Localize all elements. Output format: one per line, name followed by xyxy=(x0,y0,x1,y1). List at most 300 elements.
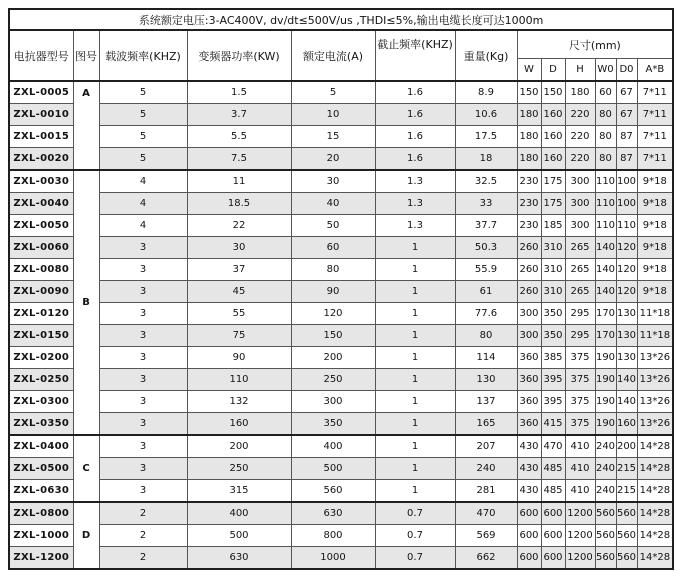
cell-dim-w0: 110 xyxy=(595,170,616,193)
cell-cutoff-freq: 1 xyxy=(375,237,455,259)
cell-cutoff-freq: 1 xyxy=(375,391,455,413)
table-header xyxy=(9,9,673,81)
cell-rated-current: 60 xyxy=(291,237,375,259)
cell-cutoff-freq: 1 xyxy=(375,325,455,347)
cell-weight: 165 xyxy=(455,413,517,436)
cell-dim-ab: 11*18 xyxy=(637,325,673,347)
cell-carrier-freq: 3 xyxy=(99,281,187,303)
table-body xyxy=(9,81,673,569)
cell-carrier-freq: 5 xyxy=(99,126,187,148)
cell-model: ZXL-0120 xyxy=(9,303,73,325)
cell-carrier-freq: 3 xyxy=(99,347,187,369)
col-header-dim-w0: W0 xyxy=(595,59,616,82)
cell-dim-h: 375 xyxy=(565,391,595,413)
cell-dim-d0: 215 xyxy=(616,458,637,480)
table-row xyxy=(9,193,673,215)
cell-dim-d0: 67 xyxy=(616,81,637,104)
table-row xyxy=(9,413,673,436)
cell-dim-h: 375 xyxy=(565,413,595,436)
cell-cutoff-freq: 0.7 xyxy=(375,547,455,570)
cell-dim-d: 175 xyxy=(541,170,565,193)
cell-inverter-power: 1.5 xyxy=(187,81,291,104)
cell-inverter-power: 30 xyxy=(187,237,291,259)
cell-model: ZXL-0350 xyxy=(9,413,73,436)
cell-figure: D xyxy=(73,502,99,569)
cell-dim-h: 265 xyxy=(565,237,595,259)
cell-cutoff-freq: 1 xyxy=(375,259,455,281)
cell-dim-h: 220 xyxy=(565,126,595,148)
cell-weight: 569 xyxy=(455,525,517,547)
cell-inverter-power: 90 xyxy=(187,347,291,369)
cell-figure: B xyxy=(73,170,99,435)
cell-dim-w0: 190 xyxy=(595,413,616,436)
col-header-weight: 重量(Kg) xyxy=(455,30,517,81)
cell-rated-current: 150 xyxy=(291,325,375,347)
cell-weight: 470 xyxy=(455,502,517,525)
table-row xyxy=(9,81,673,104)
cell-weight: 137 xyxy=(455,391,517,413)
cell-model: ZXL-0800 xyxy=(9,502,73,525)
cell-dim-w: 360 xyxy=(517,369,541,391)
cell-dim-ab: 14*28 xyxy=(637,502,673,525)
cell-dim-w0: 240 xyxy=(595,435,616,458)
cell-dim-ab: 7*11 xyxy=(637,148,673,171)
cell-model: ZXL-0630 xyxy=(9,480,73,503)
cell-rated-current: 250 xyxy=(291,369,375,391)
cell-dim-w0: 190 xyxy=(595,369,616,391)
cell-dim-ab: 13*26 xyxy=(637,391,673,413)
cell-carrier-freq: 3 xyxy=(99,413,187,436)
cell-carrier-freq: 3 xyxy=(99,303,187,325)
cell-model: ZXL-0090 xyxy=(9,281,73,303)
cell-carrier-freq: 2 xyxy=(99,547,187,570)
cell-dim-w: 180 xyxy=(517,104,541,126)
cell-dim-d0: 140 xyxy=(616,391,637,413)
cell-dim-w: 360 xyxy=(517,413,541,436)
cell-carrier-freq: 5 xyxy=(99,104,187,126)
cell-dim-d: 395 xyxy=(541,369,565,391)
cell-dim-w0: 240 xyxy=(595,458,616,480)
cell-model: ZXL-0150 xyxy=(9,325,73,347)
cell-rated-current: 800 xyxy=(291,525,375,547)
col-header-dim-h: H xyxy=(565,59,595,82)
cell-dim-ab: 14*28 xyxy=(637,547,673,570)
cell-cutoff-freq: 1.6 xyxy=(375,81,455,104)
cell-dim-h: 295 xyxy=(565,303,595,325)
cell-dim-h: 295 xyxy=(565,325,595,347)
cell-dim-w: 300 xyxy=(517,325,541,347)
cell-rated-current: 30 xyxy=(291,170,375,193)
cell-dim-d: 160 xyxy=(541,104,565,126)
col-header-rated-current: 额定电流(A) xyxy=(291,30,375,81)
cell-weight: 114 xyxy=(455,347,517,369)
col-header-inverter-power: 变频器功率(KW) xyxy=(187,30,291,81)
cell-cutoff-freq: 1 xyxy=(375,281,455,303)
cell-dim-w0: 140 xyxy=(595,237,616,259)
cell-dim-ab: 14*28 xyxy=(637,435,673,458)
cell-carrier-freq: 3 xyxy=(99,369,187,391)
cell-dim-w0: 560 xyxy=(595,502,616,525)
col-header-dimensions: 尺寸(mm) xyxy=(517,30,673,59)
cell-cutoff-freq: 1 xyxy=(375,458,455,480)
cell-weight: 32.5 xyxy=(455,170,517,193)
cell-dim-w: 260 xyxy=(517,237,541,259)
cell-dim-d0: 160 xyxy=(616,413,637,436)
table-row xyxy=(9,458,673,480)
cell-rated-current: 5 xyxy=(291,81,375,104)
cell-dim-d0: 200 xyxy=(616,435,637,458)
cell-cutoff-freq: 1.6 xyxy=(375,148,455,171)
table-title: 系统额定电压:3-AC400V, dv/dt≤500V/us ,THDI≤5%,输出电缆长度可达1000m xyxy=(9,9,673,30)
cell-rated-current: 500 xyxy=(291,458,375,480)
cell-dim-d: 600 xyxy=(541,502,565,525)
col-header-carrier-freq: 载波频率(KHZ) xyxy=(99,30,187,81)
cell-dim-w0: 170 xyxy=(595,325,616,347)
cell-dim-ab: 9*18 xyxy=(637,259,673,281)
cell-model: ZXL-0010 xyxy=(9,104,73,126)
cell-cutoff-freq: 1 xyxy=(375,480,455,503)
cell-inverter-power: 110 xyxy=(187,369,291,391)
cell-rated-current: 15 xyxy=(291,126,375,148)
cell-dim-ab: 9*18 xyxy=(637,281,673,303)
cell-rated-current: 560 xyxy=(291,480,375,503)
table-row xyxy=(9,104,673,126)
cell-carrier-freq: 4 xyxy=(99,193,187,215)
cell-dim-ab: 14*28 xyxy=(637,458,673,480)
cell-dim-d0: 67 xyxy=(616,104,637,126)
cell-cutoff-freq: 1.3 xyxy=(375,215,455,237)
cell-dim-w0: 80 xyxy=(595,148,616,171)
cell-model: ZXL-0400 xyxy=(9,435,73,458)
cell-dim-w0: 60 xyxy=(595,81,616,104)
cell-dim-w0: 140 xyxy=(595,259,616,281)
cell-weight: 662 xyxy=(455,547,517,570)
cell-dim-w: 230 xyxy=(517,215,541,237)
cell-model: ZXL-1200 xyxy=(9,547,73,570)
table-row xyxy=(9,502,673,525)
cell-weight: 130 xyxy=(455,369,517,391)
cell-dim-h: 375 xyxy=(565,347,595,369)
cell-carrier-freq: 3 xyxy=(99,325,187,347)
table-row xyxy=(9,435,673,458)
table-row xyxy=(9,303,673,325)
cell-rated-current: 80 xyxy=(291,259,375,281)
cell-rated-current: 300 xyxy=(291,391,375,413)
cell-model: ZXL-0080 xyxy=(9,259,73,281)
cell-rated-current: 90 xyxy=(291,281,375,303)
cell-model: ZXL-0300 xyxy=(9,391,73,413)
spec-table xyxy=(8,8,674,570)
cell-inverter-power: 160 xyxy=(187,413,291,436)
cell-dim-h: 1200 xyxy=(565,502,595,525)
cell-dim-h: 1200 xyxy=(565,525,595,547)
cell-dim-d: 310 xyxy=(541,259,565,281)
cell-dim-d: 160 xyxy=(541,148,565,171)
cell-inverter-power: 200 xyxy=(187,435,291,458)
cell-dim-ab: 13*26 xyxy=(637,347,673,369)
table-row xyxy=(9,480,673,503)
cell-rated-current: 120 xyxy=(291,303,375,325)
cell-dim-w0: 560 xyxy=(595,525,616,547)
table-row xyxy=(9,148,673,171)
cell-dim-h: 300 xyxy=(565,170,595,193)
cell-carrier-freq: 2 xyxy=(99,502,187,525)
cell-dim-ab: 7*11 xyxy=(637,126,673,148)
table-row xyxy=(9,525,673,547)
cell-dim-w: 300 xyxy=(517,303,541,325)
cell-dim-ab: 13*26 xyxy=(637,369,673,391)
cell-dim-w: 180 xyxy=(517,148,541,171)
cell-dim-ab: 7*11 xyxy=(637,81,673,104)
cell-dim-d: 160 xyxy=(541,126,565,148)
cell-weight: 207 xyxy=(455,435,517,458)
cell-inverter-power: 11 xyxy=(187,170,291,193)
table-row xyxy=(9,325,673,347)
cell-cutoff-freq: 1.6 xyxy=(375,126,455,148)
cell-carrier-freq: 3 xyxy=(99,391,187,413)
cell-dim-d: 485 xyxy=(541,458,565,480)
cell-dim-ab: 13*26 xyxy=(637,413,673,436)
cell-dim-ab: 9*18 xyxy=(637,215,673,237)
cell-dim-h: 410 xyxy=(565,435,595,458)
cell-dim-h: 410 xyxy=(565,458,595,480)
cell-model: ZXL-0060 xyxy=(9,237,73,259)
table-row xyxy=(9,259,673,281)
cell-dim-w0: 80 xyxy=(595,126,616,148)
spec-sheet xyxy=(8,8,674,570)
cell-inverter-power: 22 xyxy=(187,215,291,237)
cell-dim-w: 430 xyxy=(517,435,541,458)
cell-dim-w: 600 xyxy=(517,547,541,570)
col-header-dim-w: W xyxy=(517,59,541,82)
cell-dim-w: 430 xyxy=(517,458,541,480)
cell-dim-d0: 120 xyxy=(616,237,637,259)
cell-dim-w0: 190 xyxy=(595,391,616,413)
cell-dim-w: 180 xyxy=(517,126,541,148)
cell-model: ZXL-0250 xyxy=(9,369,73,391)
cell-inverter-power: 18.5 xyxy=(187,193,291,215)
cell-dim-d: 485 xyxy=(541,480,565,503)
cell-carrier-freq: 3 xyxy=(99,237,187,259)
cell-dim-d0: 120 xyxy=(616,281,637,303)
cell-dim-d: 175 xyxy=(541,193,565,215)
cell-dim-h: 265 xyxy=(565,281,595,303)
col-header-cutoff-freq: 截止频率(KHZ) xyxy=(375,30,455,81)
cell-rated-current: 10 xyxy=(291,104,375,126)
col-header-dim-d: D xyxy=(541,59,565,82)
cell-inverter-power: 7.5 xyxy=(187,148,291,171)
cell-dim-w: 430 xyxy=(517,480,541,503)
cell-carrier-freq: 3 xyxy=(99,259,187,281)
cell-dim-h: 265 xyxy=(565,259,595,281)
cell-dim-w: 360 xyxy=(517,391,541,413)
title-row xyxy=(9,9,673,30)
cell-dim-d0: 120 xyxy=(616,259,637,281)
cell-dim-d: 600 xyxy=(541,525,565,547)
cell-inverter-power: 5.5 xyxy=(187,126,291,148)
cell-dim-ab: 9*18 xyxy=(637,193,673,215)
cell-cutoff-freq: 1 xyxy=(375,347,455,369)
cell-dim-w: 230 xyxy=(517,170,541,193)
cell-rated-current: 40 xyxy=(291,193,375,215)
cell-model: ZXL-0020 xyxy=(9,148,73,171)
cell-dim-d0: 110 xyxy=(616,215,637,237)
cell-cutoff-freq: 1.3 xyxy=(375,193,455,215)
col-header-dim-ab: A*B xyxy=(637,59,673,82)
cell-rated-current: 50 xyxy=(291,215,375,237)
cell-inverter-power: 45 xyxy=(187,281,291,303)
cell-weight: 50.3 xyxy=(455,237,517,259)
table-row xyxy=(9,547,673,570)
cell-cutoff-freq: 1 xyxy=(375,369,455,391)
cell-cutoff-freq: 0.7 xyxy=(375,525,455,547)
cell-figure: A xyxy=(73,81,99,170)
cell-dim-d: 415 xyxy=(541,413,565,436)
cell-inverter-power: 400 xyxy=(187,502,291,525)
cell-model: ZXL-0030 xyxy=(9,170,73,193)
cell-inverter-power: 3.7 xyxy=(187,104,291,126)
table-row xyxy=(9,391,673,413)
cell-model: ZXL-0200 xyxy=(9,347,73,369)
cell-rated-current: 350 xyxy=(291,413,375,436)
cell-inverter-power: 37 xyxy=(187,259,291,281)
cell-carrier-freq: 3 xyxy=(99,458,187,480)
cell-weight: 61 xyxy=(455,281,517,303)
cell-inverter-power: 132 xyxy=(187,391,291,413)
cell-dim-h: 220 xyxy=(565,148,595,171)
cell-dim-d: 385 xyxy=(541,347,565,369)
cell-dim-h: 410 xyxy=(565,480,595,503)
cell-cutoff-freq: 1.6 xyxy=(375,104,455,126)
table-row xyxy=(9,215,673,237)
cell-rated-current: 200 xyxy=(291,347,375,369)
cell-rated-current: 20 xyxy=(291,148,375,171)
cell-dim-ab: 9*18 xyxy=(637,170,673,193)
cell-weight: 240 xyxy=(455,458,517,480)
cell-rated-current: 1000 xyxy=(291,547,375,570)
cell-weight: 17.5 xyxy=(455,126,517,148)
cell-weight: 77.6 xyxy=(455,303,517,325)
cell-inverter-power: 315 xyxy=(187,480,291,503)
cell-cutoff-freq: 0.7 xyxy=(375,502,455,525)
cell-carrier-freq: 4 xyxy=(99,170,187,193)
cell-dim-w0: 240 xyxy=(595,480,616,503)
cell-dim-d0: 140 xyxy=(616,369,637,391)
cell-rated-current: 400 xyxy=(291,435,375,458)
cell-weight: 8.9 xyxy=(455,81,517,104)
cell-dim-d: 310 xyxy=(541,281,565,303)
table-row xyxy=(9,237,673,259)
cell-dim-w: 260 xyxy=(517,281,541,303)
cell-dim-h: 220 xyxy=(565,104,595,126)
cell-dim-w: 600 xyxy=(517,525,541,547)
cell-dim-ab: 11*18 xyxy=(637,303,673,325)
cell-dim-d: 310 xyxy=(541,237,565,259)
cell-carrier-freq: 2 xyxy=(99,525,187,547)
cell-dim-ab: 14*28 xyxy=(637,525,673,547)
cell-dim-h: 375 xyxy=(565,369,595,391)
cell-dim-w0: 190 xyxy=(595,347,616,369)
cell-dim-ab: 7*11 xyxy=(637,104,673,126)
cell-dim-w0: 80 xyxy=(595,104,616,126)
cell-weight: 37.7 xyxy=(455,215,517,237)
cell-dim-w: 260 xyxy=(517,259,541,281)
cell-dim-d0: 87 xyxy=(616,148,637,171)
cell-carrier-freq: 5 xyxy=(99,81,187,104)
cell-dim-w0: 140 xyxy=(595,281,616,303)
cell-dim-d: 150 xyxy=(541,81,565,104)
cell-dim-w0: 170 xyxy=(595,303,616,325)
cell-carrier-freq: 3 xyxy=(99,480,187,503)
cell-cutoff-freq: 1 xyxy=(375,435,455,458)
cell-dim-d0: 100 xyxy=(616,193,637,215)
cell-weight: 10.6 xyxy=(455,104,517,126)
cell-dim-d0: 100 xyxy=(616,170,637,193)
cell-dim-d0: 560 xyxy=(616,547,637,570)
cell-carrier-freq: 5 xyxy=(99,148,187,171)
cell-dim-d: 395 xyxy=(541,391,565,413)
cell-inverter-power: 55 xyxy=(187,303,291,325)
cell-dim-w: 150 xyxy=(517,81,541,104)
cell-dim-h: 300 xyxy=(565,215,595,237)
table-row xyxy=(9,126,673,148)
cell-model: ZXL-0050 xyxy=(9,215,73,237)
cell-dim-ab: 9*18 xyxy=(637,237,673,259)
cell-weight: 80 xyxy=(455,325,517,347)
cell-inverter-power: 630 xyxy=(187,547,291,570)
cell-dim-d0: 130 xyxy=(616,325,637,347)
cell-dim-w: 600 xyxy=(517,502,541,525)
cell-cutoff-freq: 1 xyxy=(375,303,455,325)
cell-dim-d0: 215 xyxy=(616,480,637,503)
cell-inverter-power: 75 xyxy=(187,325,291,347)
col-header-dim-d0: D0 xyxy=(616,59,637,82)
cell-inverter-power: 250 xyxy=(187,458,291,480)
cell-dim-h: 300 xyxy=(565,193,595,215)
cell-cutoff-freq: 1.3 xyxy=(375,170,455,193)
cell-dim-ab: 14*28 xyxy=(637,480,673,503)
cell-dim-w0: 110 xyxy=(595,193,616,215)
cell-dim-d: 350 xyxy=(541,325,565,347)
cell-figure: C xyxy=(73,435,99,502)
cell-dim-w0: 110 xyxy=(595,215,616,237)
cell-weight: 55.9 xyxy=(455,259,517,281)
cell-weight: 281 xyxy=(455,480,517,503)
cell-carrier-freq: 3 xyxy=(99,435,187,458)
cell-rated-current: 630 xyxy=(291,502,375,525)
header-row-main xyxy=(9,30,673,59)
col-header-figure: 图号 xyxy=(73,30,99,81)
cell-model: ZXL-0040 xyxy=(9,193,73,215)
cell-dim-d0: 130 xyxy=(616,347,637,369)
cell-weight: 33 xyxy=(455,193,517,215)
cell-dim-d: 350 xyxy=(541,303,565,325)
cell-dim-w: 360 xyxy=(517,347,541,369)
cell-dim-d0: 560 xyxy=(616,502,637,525)
cell-model: ZXL-1000 xyxy=(9,525,73,547)
cell-model: ZXL-0500 xyxy=(9,458,73,480)
cell-cutoff-freq: 1 xyxy=(375,413,455,436)
cell-dim-w: 230 xyxy=(517,193,541,215)
cell-dim-w0: 560 xyxy=(595,547,616,570)
cell-dim-d0: 560 xyxy=(616,525,637,547)
table-row xyxy=(9,170,673,193)
cell-dim-h: 180 xyxy=(565,81,595,104)
table-row xyxy=(9,347,673,369)
cell-carrier-freq: 4 xyxy=(99,215,187,237)
cell-model: ZXL-0015 xyxy=(9,126,73,148)
cell-weight: 18 xyxy=(455,148,517,171)
